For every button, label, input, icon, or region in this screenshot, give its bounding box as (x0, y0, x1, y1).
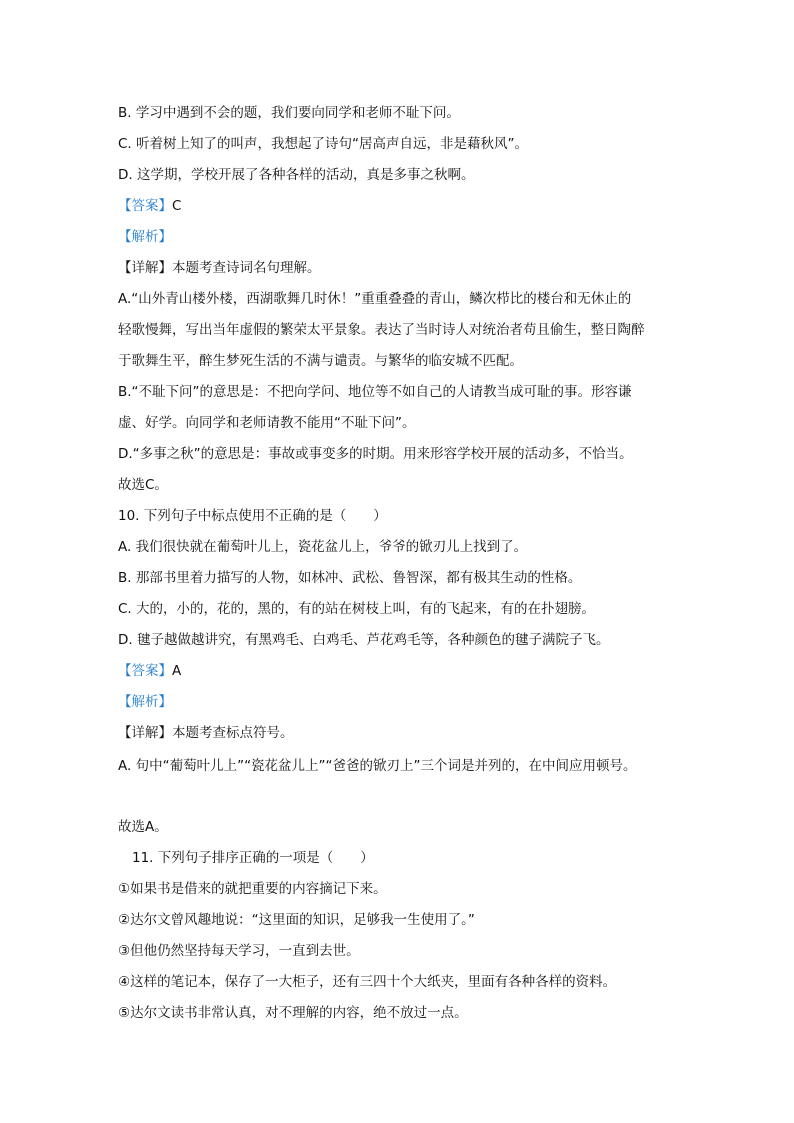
q11-sentence-2: ②达尔文曾风趣地说：“这里面的知识，足够我一生使用了。” (118, 912, 475, 928)
q10-option-a: A. 我们很快就在葡萄叶儿上，瓷花盆儿上，爷爷的锨刃儿上找到了。 (118, 539, 528, 555)
q9-option-b: B. 学习中遇到不会的题，我们要向同学和老师不耻下问。 (118, 105, 460, 121)
q10-analysis-tag: 【解析】 (118, 694, 172, 710)
answer-value: A (172, 663, 182, 679)
q10-conclusion: 故选A。 (118, 819, 168, 835)
q10-question: 10. 下列句子中标点使用不正确的是（ ） (118, 508, 387, 524)
q9-explain-b-2: 虚、好学。向同学和老师请教不能用“不耻下问”。 (118, 415, 416, 431)
q10-option-c: C. 大的，小的，花的，黑的，有的站在树枝上叫，有的飞起来，有的在扑翅膀。 (118, 601, 596, 617)
answer-value: C (172, 198, 182, 214)
q9-explain-d: D.“多事之秋”的意思是：事故或事变多的时期。用来形容学校开展的活动多，不恰当。 (118, 446, 633, 462)
q9-explain-a-1: A.“山外青山楼外楼，西湖歌舞几时休！”重重叠叠的青山，鳞次栉比的楼台和无休止的 (118, 291, 632, 307)
q9-explain-b-1: B.“不耻下问”的意思是：不把向学问、地位等不如自己的人请教当成可耻的事。形容谦 (118, 384, 632, 400)
q9-explain-a-2: 轻歌慢舞，写出当年虚假的繁荣太平景象。表达了当时诗人对统治者苟且偷生，整日陶醉 (118, 322, 645, 338)
q11-sentence-4: ④这样的笔记本，保存了一大柜子，还有三四十个大纸夹，里面有各种各样的资料。 (118, 974, 617, 990)
q10-option-b: B. 那部书里着力描写的人物，如林冲、武松、鲁智深，都有极其生动的性格。 (118, 570, 582, 586)
q9-conclusion: 故选C。 (118, 477, 168, 493)
answer-tag: 【答案】 (118, 663, 172, 679)
q9-answer (118, 197, 181, 215)
q11-sentence-5: ⑤达尔文读书非常认真，对不理解的内容，绝不放过一点。 (118, 1005, 468, 1021)
q9-detail: 【详解】本题考查诗词名句理解。 (118, 260, 321, 276)
q11-question: 11. 下列句子排序正确的一项是（ ） (132, 850, 374, 866)
q9-analysis-tag: 【解析】 (118, 229, 172, 245)
q10-detail: 【详解】本题考查标点符号。 (118, 725, 294, 741)
q11-sentence-3: ③但他仍然坚持每天学习，一直到去世。 (118, 943, 360, 959)
q10-explain-a: A. 句中“葡萄叶儿上”“瓷花盆儿上”“爸爸的锨刃上”三个词是并列的，在中间应用顿号。 (118, 758, 637, 774)
q10-option-d: D. 毽子越做越讲究，有黑鸡毛、白鸡毛、芦花鸡毛等，各种颜色的毽子满院子飞。 (118, 632, 610, 648)
q9-option-d: D. 这学期，学校开展了各种各样的活动，真是多事之秋啊。 (118, 167, 475, 183)
q10-answer (118, 662, 181, 680)
q9-option-c: C. 听着树上知了的叫声，我想起了诗句“居高声自远，非是藉秋风”。 (118, 136, 528, 152)
answer-tag: 【答案】 (118, 198, 172, 214)
q9-explain-a-3: 于歌舞生平，醉生梦死生活的不满与谴责。与繁华的临安城不匹配。 (118, 353, 523, 369)
q11-sentence-1: ①如果书是借来的就把重要的内容摘记下来。 (118, 881, 387, 897)
